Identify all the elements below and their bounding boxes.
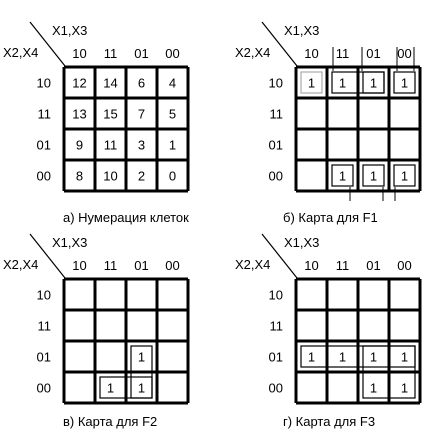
cell-value: 1 [369, 168, 378, 184]
cell-value: 1 [338, 349, 347, 365]
cell-value: 1 [369, 380, 378, 396]
column-header: 10 [72, 46, 87, 61]
map-caption: г) Карта для F3 [283, 414, 376, 429]
cell-value: 3 [137, 137, 146, 153]
column-header: 01 [134, 46, 149, 61]
column-header: 11 [103, 46, 118, 61]
cell-value: 1 [106, 380, 115, 396]
cell-value: 1 [400, 75, 409, 91]
cell-value: 1 [137, 349, 146, 365]
row-variables-label: X2,X4 [235, 45, 271, 60]
cell-value: 6 [137, 75, 146, 91]
row-header: 00 [36, 168, 51, 184]
cell-value: 1 [338, 75, 347, 91]
cell-value: 13 [72, 106, 87, 122]
column-header: 00 [397, 258, 412, 273]
row-header: 00 [268, 380, 283, 396]
cell-value: 1 [369, 75, 378, 91]
column-header: 01 [134, 258, 149, 273]
cell-value: 1 [307, 349, 316, 365]
map-caption: в) Карта для F2 [63, 414, 158, 429]
column-variables-label: X1,X3 [284, 23, 320, 38]
cell-value: 8 [75, 168, 84, 184]
row-header: 01 [268, 137, 283, 153]
row-header: 01 [268, 349, 283, 365]
kmap-b [235, 22, 420, 225]
cell-value: 0 [168, 168, 177, 184]
column-header: 00 [165, 46, 180, 61]
row-header: 10 [36, 287, 51, 303]
cell-value: 1 [137, 380, 146, 396]
column-header: 11 [103, 258, 118, 273]
cell-value: 2 [137, 168, 146, 184]
row-header: 00 [36, 380, 51, 396]
column-variables-label: X1,X3 [284, 235, 320, 250]
column-header: 10 [304, 258, 319, 273]
kmap-c [3, 234, 188, 429]
column-header: 01 [366, 258, 381, 273]
map-caption: а) Нумерация клеток [63, 210, 189, 225]
row-header: 01 [36, 349, 51, 365]
cell-value: 7 [137, 106, 146, 122]
column-header: 00 [397, 46, 412, 61]
cell-value: 10 [103, 168, 118, 184]
row-header: 10 [268, 287, 283, 303]
cell-value: 4 [168, 75, 177, 91]
cell-value: 1 [369, 349, 378, 365]
cell-value: 1 [307, 75, 316, 91]
kmap-a [3, 22, 189, 225]
row-header: 01 [36, 137, 51, 153]
column-header: 10 [72, 258, 87, 273]
cell-value: 5 [168, 106, 177, 122]
cell-value: 1 [400, 168, 409, 184]
column-header: 11 [335, 46, 350, 61]
cell-value: 1 [168, 137, 177, 153]
column-header: 00 [165, 258, 180, 273]
column-variables-label: X1,X3 [52, 23, 88, 38]
cell-value: 1 [338, 168, 347, 184]
map-caption: б) Карта для F1 [283, 210, 378, 225]
cell-value: 1 [400, 349, 409, 365]
cell-value: 9 [75, 137, 84, 153]
row-header: 11 [269, 318, 283, 334]
row-variables-label: X2,X4 [3, 257, 39, 272]
cell-value: 11 [103, 137, 118, 153]
row-header: 10 [268, 75, 283, 91]
column-header: 10 [304, 46, 319, 61]
row-header: 10 [36, 75, 51, 91]
cell-value: 15 [103, 106, 118, 122]
cell-value: 1 [400, 380, 409, 396]
row-variables-label: X2,X4 [235, 257, 271, 272]
row-variables-label: X2,X4 [3, 45, 39, 60]
column-header: 01 [366, 46, 381, 61]
row-header: 11 [269, 106, 283, 122]
row-header: 00 [268, 168, 283, 184]
column-header: 11 [335, 258, 350, 273]
kmap-d [235, 234, 420, 429]
cell-value: 12 [72, 75, 87, 91]
cell-value: 14 [103, 75, 118, 91]
row-header: 11 [37, 318, 51, 334]
row-header: 11 [37, 106, 51, 122]
column-variables-label: X1,X3 [52, 235, 88, 250]
